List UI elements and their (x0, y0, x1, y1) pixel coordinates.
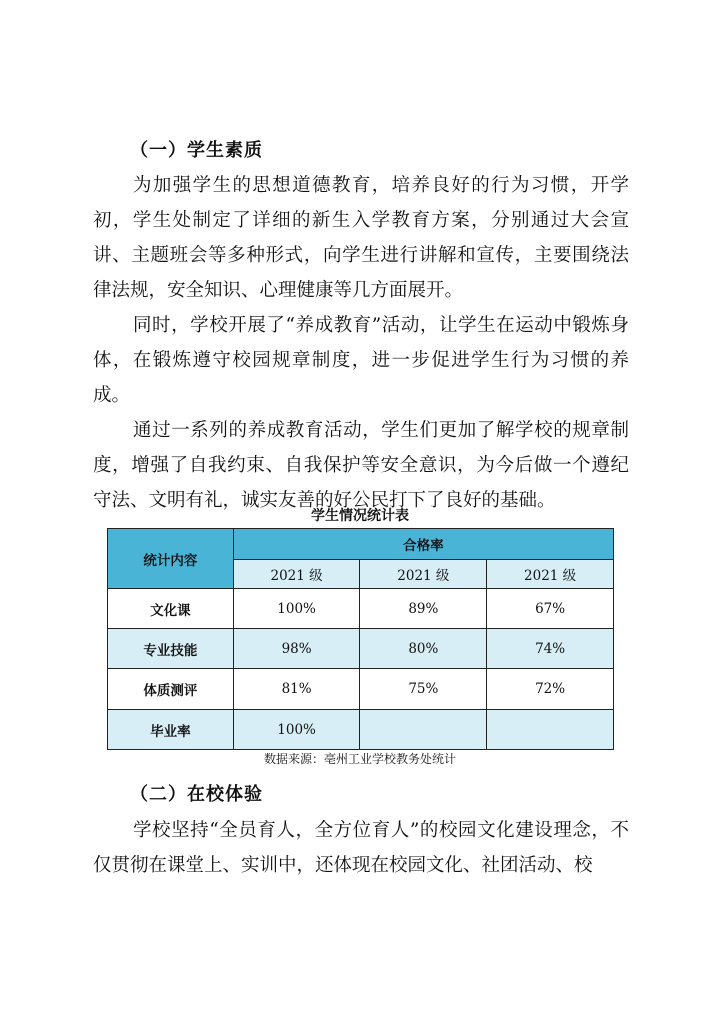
table-cell: 80% (360, 629, 487, 669)
table-cell: 98% (233, 629, 360, 669)
grade-header: 2021 级 (360, 560, 487, 589)
section2-heading: （二）在校体验 (130, 784, 263, 805)
table-col-header: 统计内容 (108, 529, 234, 589)
table-source-note: 数据来源：亳州工业学校教务处统计 (263, 752, 456, 766)
section1-heading: （一）学生素质 (130, 140, 263, 161)
table-cell: 89% (360, 589, 487, 629)
row-label: 毕业率 (108, 710, 234, 750)
stats-table (107, 528, 614, 750)
grade-header: 2021 级 (487, 560, 614, 589)
table-cell: 81% (233, 669, 360, 710)
table-cell (360, 710, 487, 750)
table-cell: 100% (233, 710, 360, 750)
table-cell: 100% (233, 589, 360, 629)
section1-paragraph-2: 同时，学校开展了“养成教育”活动，让学生在运动中锻炼身体，在锻炼遵守校园规章制度，进一步促进学生行为习惯的养成。 (93, 315, 629, 406)
row-label: 专业技能 (108, 629, 234, 669)
table-cell: 75% (360, 669, 487, 710)
grade-header: 2021 级 (233, 560, 360, 589)
table-cell (487, 710, 614, 750)
row-label: 体质测评 (108, 669, 234, 710)
section2-paragraph: 学校坚持“全员育人，全方位育人”的校园文化建设理念，不仅贯彻在课堂上、实训中，还体现在校园文化、社团活动、校 (93, 820, 629, 876)
section1-paragraph-3: 通过一系列的养成教育活动，学生们更加了解学校的规章制度，增强了自我约束、自我保护等安全意识，为今后做一个遵纪守法、文明有礼，诚实友善的好公民打下了良好的基础。 (93, 420, 629, 511)
table-cell: 72% (487, 669, 614, 710)
table-cell: 67% (487, 589, 614, 629)
section1-paragraph-1: 为加强学生的思想道德教育，培养良好的行为习惯，开学初，学生处制定了详细的新生入学教育方案，分别通过大会宣讲、主题班会等多种形式，向学生进行讲解和宣传，主要围绕法律法规，安全知识、心理健康等几方面展开。 (93, 175, 629, 301)
row-label: 文化课 (108, 589, 234, 629)
table-title: 学生情况统计表 (311, 508, 409, 524)
table-group-header: 合格率 (233, 529, 613, 560)
table-cell: 74% (487, 629, 614, 669)
